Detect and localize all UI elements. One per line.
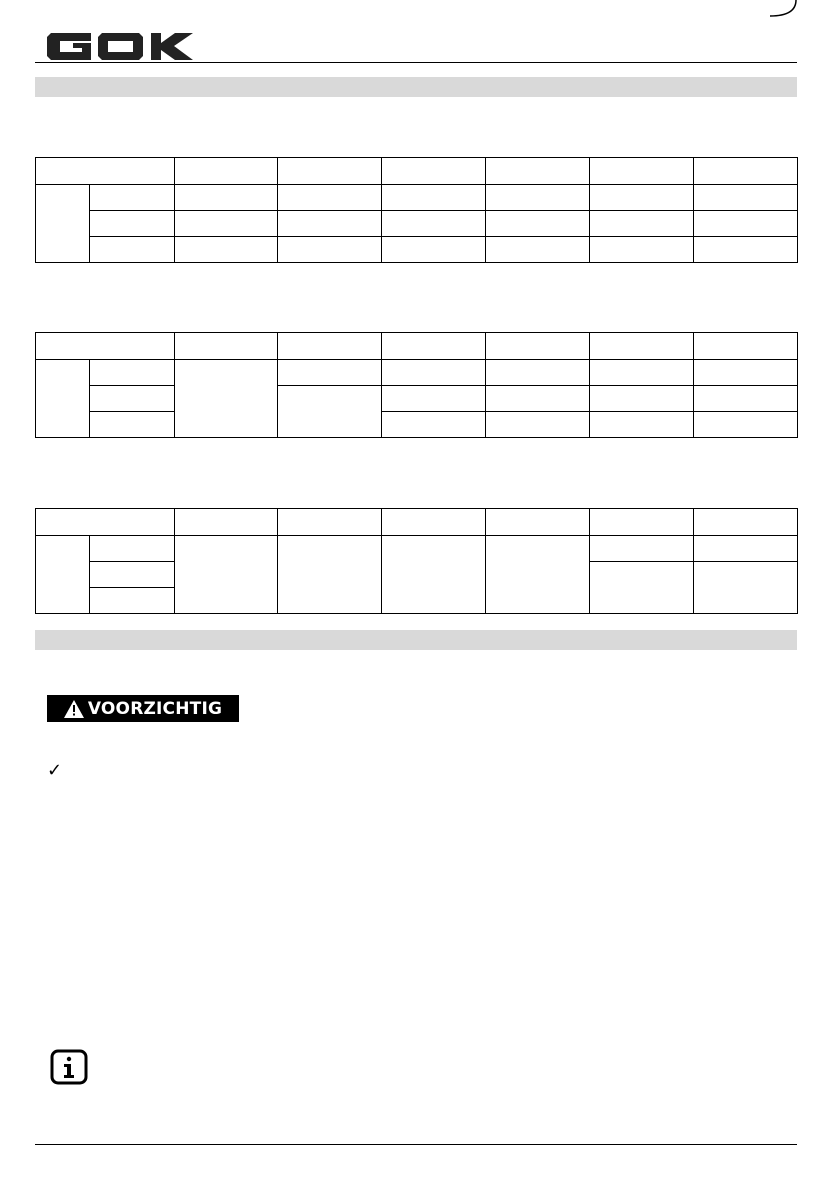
- check-mark-icon: ✓: [47, 760, 63, 781]
- caution-label: [47, 695, 239, 722]
- info-icon: [50, 1049, 88, 1085]
- caution-label-text: VOORZICHTIG: [87, 698, 223, 719]
- spec-table-3: [35, 508, 798, 614]
- section-bar: [35, 77, 797, 97]
- section-bar: [35, 630, 797, 650]
- gok-logo: [47, 33, 193, 60]
- spec-table-2: [35, 332, 798, 438]
- warning-triangle-icon: [64, 700, 84, 718]
- spec-table-1: [35, 157, 798, 263]
- page-corner-mark: [768, 0, 798, 18]
- footer-rule: [35, 1144, 797, 1145]
- header-rule: [35, 62, 797, 63]
